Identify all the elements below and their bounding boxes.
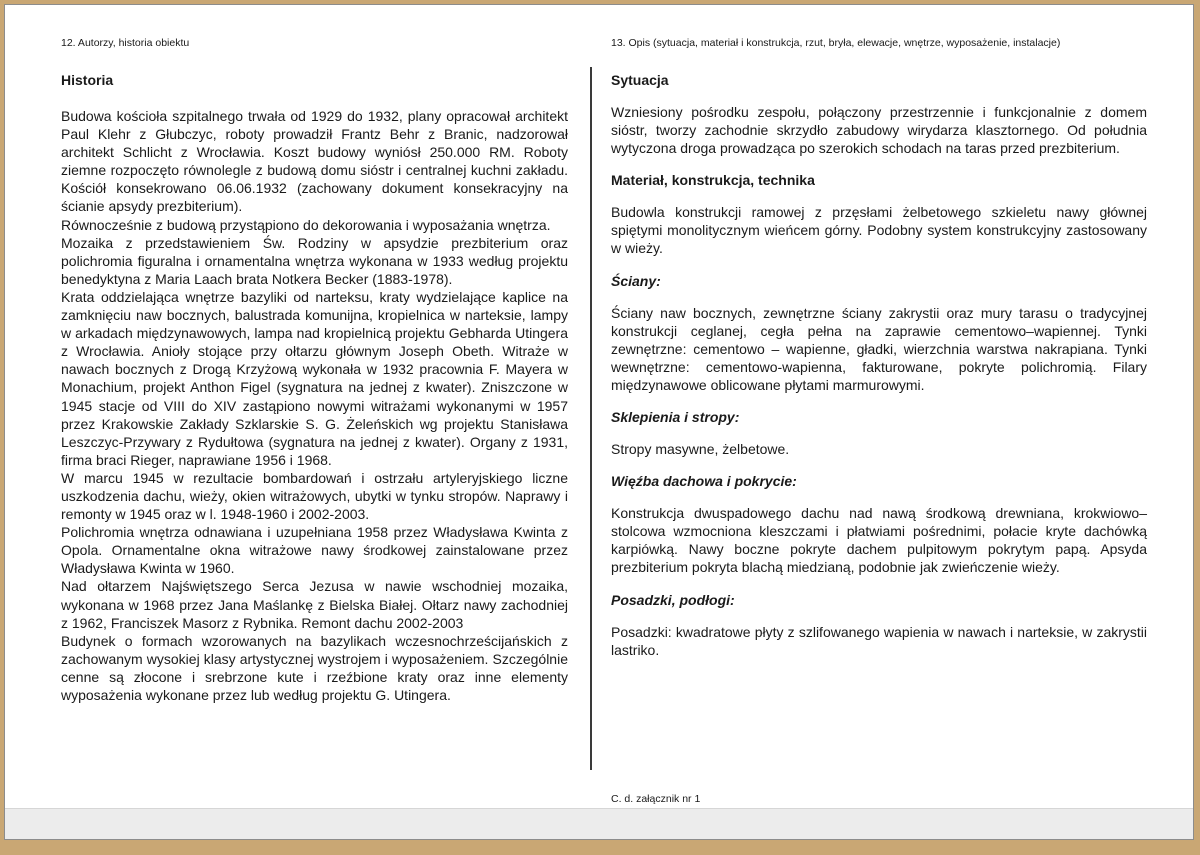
description-block	[611, 69, 1147, 659]
history-block	[61, 69, 568, 704]
section-heading-roof: Więźba dachowa i pokrycie:	[611, 473, 797, 490]
history-paragraph: Budynek o formach wzorowanych na bazylikach wczesnochrześcijańskich z zachowanym wysokiej klasy artystycznej wystrojem i wyposażeniem. Szczególnie cenne są złocone i srebrzone kute i rzeźbione kraty oraz inne elementy wyposażenia wykonane przez lub według projektu G. Utingera.	[61, 632, 568, 703]
history-paragraph: Polichromia wnętrza odnawiana i uzupełniana 1958 przez Władysława Kwinta z Opola. Ornamentalne okna witrażowe nawy środkowej zainstalowane przez Władysława Kwinta w 1960.	[61, 524, 568, 577]
section-heading-vaults: Sklepienia i stropy:	[611, 409, 740, 426]
section-text-walls: Ściany naw bocznych, zewnętrzne ściany zakrystii oraz mury tarasu o tradycyjnej konstrukcji ceglanej, cegła pełna na zaprawie cementowo–wapiennej. Tynki zewnętrzne: cementowo – wapienne, gładki, wierzchnia warstwa nakrapiana. Tynki wewnętrzne: cementowo-wapienna, fakturowane, pokryte polichromią. Filary międzynawowe oblicowane płytami marmurowymi.	[611, 304, 1147, 393]
attachment-note: C. d. załącznik nr 1	[611, 793, 701, 805]
page-bottom-strip	[5, 808, 1193, 839]
history-paragraph: Równocześnie z budową przystąpiono do dekorowania i wyposażania wnętrza.	[61, 216, 551, 233]
document-page	[4, 4, 1194, 840]
section-heading-floors: Posadzki, podłogi:	[611, 591, 735, 608]
history-paragraph: Budowa kościoła szpitalnego trwała od 1929 do 1932, plany opracował architekt Paul Klehr z Głubczyc, roboty prowadził Frantz Behr z Branic, nadzorował architekt Schlicht z Wrocławia. Koszt budowy wyniósł 250.000 RM. Roboty ziemne rozpoczęto równolegle z budową domu sióstr i centralnej kuchni zakładu. Kościół konsekrowano 06.06.1932 (zachowany dokument konsekracyjny na ścianie apsydy prezbiterium).	[61, 108, 568, 215]
section-header-13: 13. Opis (sytuacja, materiał i konstrukcja, rzut, bryła, elewacje, wnętrze, wyposażenie, instalacje)	[611, 37, 1061, 49]
section-text-roof: Konstrukcja dwuspadowego dachu nad nawą środkową drewniana, krokwiowo–stolcowa wzmocniona kleszczami i płatwiami pośrednimi, połacie kryte dachówką karpiówką. Nawy boczne pokryte dachem pulpitowym pokrytym papą. Apsyda prezbiterium pokryta blachą miedzianą, podobnie jak zwieńczenie wieży.	[611, 505, 1147, 576]
section-heading-situation: Sytuacja	[611, 72, 669, 88]
history-heading: Historia	[61, 72, 114, 88]
history-paragraph: Krata oddzielająca wnętrze bazyliki od narteksu, kraty wydzielające kaplice na zamknięciu naw bocznych, balustrada komunijna, kropielnica w narteksie, lampy w arkadach międzynawowych, lampa nad kropielnicą projektu Gebharda Utingera z Wrocławia. Anioły stojące przy ołtarzu głównym Joseph Obeth. Witraże w nawach bocznych z Drogą Krzyżową wykonała w 1932 pracownia F. Mayera w Monachium, projekt Anthon Figel (sygnatura na jednej z kwater). Zniszczone w 1945 stacje od VIII do XIV zastąpiono nowymi witrażami wykonanymi w 1957 przez Krakowskie Zakłady Szklarskie S. G. Żeleńskich wg projektu Stanisława Leszczyc-Przywary z Rydułtowa (sygnatura na jednej z kwater). Organy z 1931, firma braci Rieger, naprawiane 1956 i 1968.	[61, 288, 568, 468]
section-heading-walls: Ściany:	[611, 272, 661, 289]
section-text-situation: Wzniesiony pośrodku zespołu, połączony przestrzennie i funkcjonalnie z domem sióstr, tworzy zachodnie skrzydło zabudowy wirydarza klasztornego. Od południa wytyczona droga prowadząca po szerokich schodach na taras przed prezbiterium.	[611, 104, 1147, 157]
history-paragraph: Mozaika z przedstawieniem Św. Rodziny w apsydzie prezbiterium oraz polichromia figuralna i ornamentalna wnętrza wykonana w 1933 według projektu benedyktyna z Maria Laach brata Notkera Becker (1883-1978).	[61, 234, 568, 287]
section-text-floors: Posadzki: kwadratowe płyty z szlifowanego wapienia w nawach i narteksie, w zakrystii lastriko.	[611, 623, 1147, 658]
section-text-material: Budowla konstrukcji ramowej z przęsłami żelbetowego szkieletu nawy głównej spiętymi monolitycznym wieńcem górny. Podobny system konstrukcyjny zastosowany w wieży.	[611, 204, 1147, 257]
history-paragraph: W marcu 1945 w rezultacie bombardowań i ostrzału artyleryjskiego liczne uszkodzenia dachu, wieży, okien witrażowych, ubytki w tynku stropów. Naprawy i remonty w 1945 oraz w l. 1948-1960 i 2002-2003.	[61, 469, 568, 523]
section-heading-material: Materiał, konstrukcja, technika	[611, 172, 815, 189]
section-text-vaults: Stropy masywne, żelbetowe.	[611, 441, 790, 458]
column-divider	[590, 67, 592, 770]
history-paragraph: Nad ołtarzem Najświętszego Serca Jezusa w nawie wschodniej mozaika, wykonana w 1968 przez Jana Maślankę z Bielska Białej. Ołtarz nawy zachodniej z 1962, Franciszek Masorz z Rybnika. Remont dachu 2002-2003	[61, 578, 568, 631]
section-header-12: 12. Autorzy, historia obiektu	[61, 37, 190, 49]
